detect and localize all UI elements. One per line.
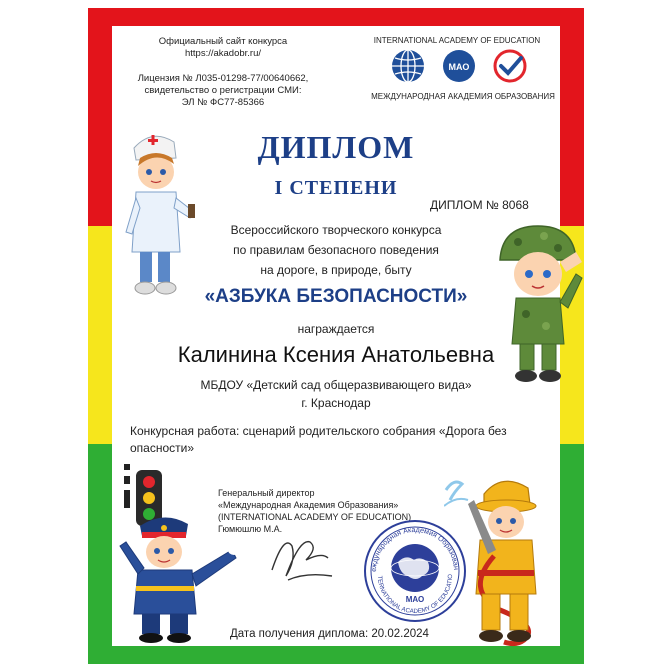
license-line-2: свидетельство о регистрации СМИ:: [144, 85, 302, 96]
license-line-1: Лицензия № Л035-01298-77/00640662,: [137, 73, 309, 84]
contest-line-1: Всероссийского творческого конкурса: [230, 223, 442, 237]
mao-logo: [441, 48, 477, 89]
contest-work-line-1: Конкурсная работа: сценарий родительского собрания «Дорога без: [130, 424, 507, 438]
academy-name-en: INTERNATIONAL ACADEMY OF EDUCATION: [373, 36, 541, 45]
director-org-ru: «Международная Академия Образования»: [218, 500, 399, 510]
diploma-number: ДИПЛОМ № 8068: [430, 198, 529, 212]
director-signature: [266, 530, 336, 591]
contest-line-2: по правилам безопасного поведения: [233, 243, 439, 257]
organization-line-2: г. Краснодар: [301, 396, 371, 410]
director-org-en: (INTERNATIONAL ACADEMY OF EDUCATION): [218, 512, 412, 522]
seal-bottom-text: TERNATIONAL ACADEMY OF EDUCATIO: [375, 573, 455, 616]
issue-date: Дата получения диплома: 20.02.2024: [230, 628, 429, 640]
checkmark-logo-icon: [492, 48, 528, 89]
seal-top-text: еждународная Академия Образован: [368, 524, 462, 572]
awarded-label: награждается: [297, 322, 375, 336]
contest-name: «АЗБУКА БЕЗОПАСНОСТИ»: [204, 286, 468, 307]
director-title: Генеральный директор: [218, 488, 315, 498]
recipient-name: Калинина Ксения Анатольевна: [177, 342, 495, 367]
organization-line-1: МБДОУ «Детский сад общеразвивающего вида»: [200, 378, 472, 392]
contest-line-3: на дороге, в природе, быту: [260, 263, 412, 277]
director-name: Гюмюшлю М.А.: [218, 524, 283, 534]
doctor-boy-illustration: [118, 128, 198, 305]
site-label: Официальный сайт конкурса: [158, 36, 288, 47]
license-line-3: ЭЛ № ФС77-85366: [181, 97, 265, 108]
firefighter-boy-illustration: [444, 470, 562, 655]
diploma-degree: I СТЕПЕНИ: [274, 177, 398, 199]
academy-name-ru: МЕЖДУНАРОДНАЯ АКАДЕМИЯ ОБРАЗОВАНИЯ: [371, 92, 555, 101]
globe-logo-icon: [390, 48, 426, 89]
site-url: https://akadobr.ru/: [184, 48, 262, 59]
diploma-title: ДИПЛОМ: [257, 129, 415, 165]
seal-center-text: МАО: [405, 595, 425, 604]
contest-work-line-2: опасности»: [130, 441, 195, 455]
mao-logo-text: МАО: [448, 62, 470, 72]
